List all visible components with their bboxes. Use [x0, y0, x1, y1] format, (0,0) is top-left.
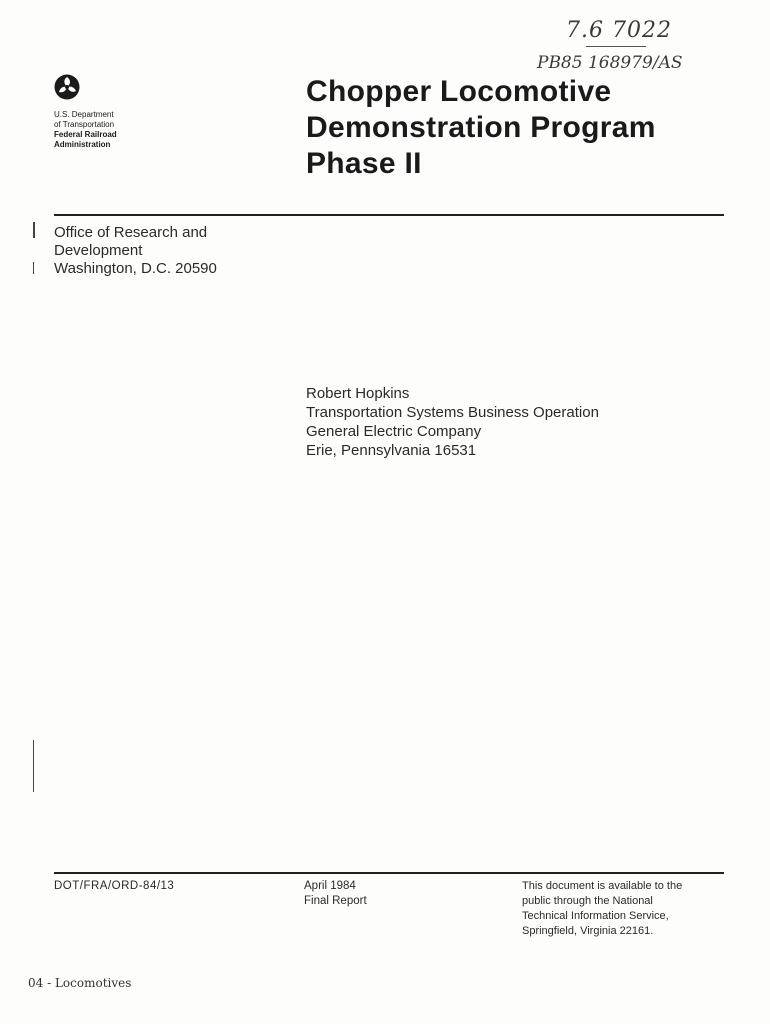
- office-address: [54, 224, 294, 278]
- agency-block: [54, 110, 174, 150]
- availability-line-2: public through the National: [522, 895, 653, 907]
- agency-transportation: of Transportation: [54, 120, 115, 129]
- title-line-3: Phase II: [306, 147, 422, 180]
- report-number: DOT/FRA/ORD-84/13: [54, 880, 175, 892]
- handwritten-accession-number: 7.6 7022: [566, 18, 672, 43]
- dot-triskelion-logo-icon: [54, 74, 80, 100]
- margin-mark: [33, 262, 34, 274]
- author-name: Robert Hopkins: [306, 385, 410, 402]
- office-line-2: Development: [54, 242, 143, 259]
- author-address: Erie, Pennsylvania 16531: [306, 442, 477, 459]
- title-line-2: Demonstration Program: [306, 111, 656, 144]
- office-line-3: Washington, D.C. 20590: [54, 260, 217, 277]
- document-title: [306, 74, 746, 182]
- report-type: Final Report: [304, 895, 367, 907]
- handwritten-pb-number: PB85 168979/AS: [537, 53, 683, 73]
- footer-divider: [54, 872, 724, 874]
- margin-mark: [33, 740, 34, 792]
- availability-line-1: This document is available to the: [522, 880, 683, 892]
- author-org-2: General Electric Company: [306, 423, 482, 440]
- report-date-block: [304, 879, 484, 909]
- availability-line-3: Technical Information Service,: [522, 910, 669, 922]
- availability-statement: [522, 879, 732, 939]
- handwritten-underline: [586, 46, 646, 47]
- agency-administration: Administration: [54, 140, 111, 149]
- agency-federal-railroad: Federal Railroad: [54, 130, 117, 139]
- title-line-1: Chopper Locomotive: [306, 75, 612, 108]
- category-label: 04 - Locomotives: [28, 976, 132, 990]
- office-line-1: Office of Research and: [54, 224, 208, 241]
- author-org-1: Transportation Systems Business Operation: [306, 404, 599, 421]
- margin-mark: [33, 222, 35, 238]
- availability-line-4: Springfield, Virginia 22161.: [522, 925, 654, 937]
- agency-department: U.S. Department: [54, 110, 114, 119]
- header-divider: [54, 214, 724, 216]
- report-date: April 1984: [304, 880, 356, 892]
- author-block: [306, 384, 726, 460]
